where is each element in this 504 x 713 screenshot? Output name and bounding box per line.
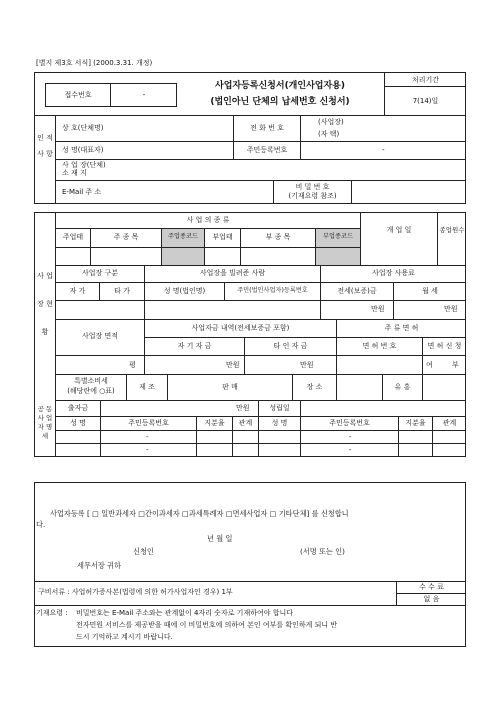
main-type-label: 주업태 (62, 233, 84, 241)
main-item-label: 주 종 목 (113, 233, 139, 241)
checkbox-simplified[interactable]: □ (138, 509, 145, 518)
required-docs: 구비서류 : 사업허가증사본(법령에 의한 허가사업자인 경우) 1부 (38, 588, 233, 596)
joint-name-header-1: 성 명 (70, 419, 86, 427)
checkbox-general[interactable]: □ (92, 509, 99, 518)
form-number: [별지 제3호 서식] (2000.3.31. 개정) (36, 59, 153, 67)
deposit-label: 전세(보증)금 (337, 287, 377, 295)
joint-rrn-dash-4: - (349, 446, 352, 454)
personal-side-label: 인 적 사 항 (37, 134, 53, 158)
joint-side-label: 공 동 사 업 자 명 세 (37, 405, 53, 440)
notes-label: 기재요령 : (36, 609, 68, 617)
business-side-label: 사 업 장 현 황 (37, 272, 53, 336)
sales-label: 판 매 (222, 383, 238, 391)
place-kind-label: 사업장 구분 (81, 269, 119, 277)
address-label-2: 소 재 지 (62, 169, 87, 177)
signature-label: (서명 또는 인) (300, 547, 345, 556)
fee-value: 없 음 (423, 595, 440, 603)
password-label: 비 밀 번 호 (295, 183, 330, 191)
license-no-label: 면 허 번 호 (362, 342, 397, 350)
license-yes: 여 (426, 361, 433, 369)
trade-name-label: 상 호(단체명) (62, 124, 104, 132)
monthly-rent-label: 월 세 (422, 287, 438, 295)
license-apply-label: 면 허 신 청 (427, 342, 462, 350)
capital-label: 출자금 (67, 404, 89, 412)
note-line-2: 전자민원 서비스를 제공받을 때에 이 비밀번호에 의하여 본인 여부를 확인하게 되니 반 (76, 621, 338, 629)
password-note: (기재요령 참조) (288, 192, 337, 200)
note-line-1: 비밀번호는 E-Mail 주소와는 관계없이 4자리 숫자로 기재하여야 합니다 (76, 609, 294, 617)
sub-code-label: 부업종코드 (323, 233, 353, 240)
form-title: 사업자등록신청서(개인사업자용) (215, 81, 345, 91)
business-type-header: 사 업 의 종 류 (186, 216, 230, 224)
rent-label: 사업장 사용료 (372, 269, 415, 277)
capital-unit: 만원 (236, 404, 250, 412)
lessor-id-label: 주민(법인사업자)등록번호 (237, 287, 308, 294)
joint-name-header-2: 성 명 (271, 419, 288, 427)
deposit-unit: 만원 (371, 305, 385, 313)
tax-office-label: 세무서장 귀하 (77, 561, 121, 570)
sub-type-label: 부업태 (212, 233, 233, 241)
entertainment-label: 유 흥 (394, 383, 411, 391)
application-statement: 사업자등록 [ □ 일반과세자 □간이과세자 □과세특례자 □면세사업자 □ 기타단체] 를 신청합니 (50, 509, 349, 518)
own-funds-label: 자 기 자 금 (177, 342, 212, 350)
joint-share-header-2: 지분율 (405, 419, 426, 427)
checkbox-special[interactable]: □ (182, 509, 189, 518)
note-line-3: 드시 기억하고 계시기 바랍니다. (76, 633, 173, 641)
area-unit: 평 (129, 361, 136, 369)
place-label: 장 소 (306, 383, 323, 391)
employees-label: 종업원수 (439, 226, 465, 234)
other-place-label: 타 가 (114, 287, 130, 295)
joint-rrn-dash-3: - (146, 446, 149, 454)
application-date: 년 월 일 (207, 534, 233, 543)
borrowed-funds-label: 타 인 자 금 (273, 342, 308, 350)
checkbox-other[interactable]: □ (269, 509, 277, 518)
period-label: 처리기간 (411, 76, 440, 84)
email-label: E-Mail 주 소 (62, 188, 102, 196)
period-value: 7(14)일 (412, 97, 439, 105)
own-place-label: 자 가 (69, 287, 86, 295)
area-label: 사업장 면적 (81, 332, 119, 340)
funds-label: 사업자금 내역(전세보증금 포함) (191, 324, 290, 332)
joint-share-header-1: 지분율 (204, 419, 225, 427)
open-date-label: 개 업 일 (386, 226, 412, 234)
fee-label: 수 수 료 (419, 583, 444, 591)
joint-rrn-dash-2: - (349, 433, 352, 441)
joint-relation-header-2: 관계 (442, 419, 457, 427)
phone-label: 전 화 번 호 (250, 124, 284, 132)
special-tax-note: (해당란에 ○표) (67, 387, 115, 395)
representative-name-label: 성 명(대표자) (62, 146, 104, 154)
license-no: 부 (452, 361, 459, 369)
rrn-label: 주민등록번호 (246, 146, 288, 154)
manufacture-label: 제 조 (139, 383, 155, 391)
joint-rrn-header-1: 주민등록번호 (128, 419, 169, 427)
phone-home-label: (자 택) (318, 130, 340, 138)
liquor-license-label: 주 류 면 허 (384, 324, 419, 332)
phone-biz-label: (사업장) (318, 118, 344, 126)
sub-item-label: 부 종 목 (265, 233, 291, 241)
form-subtitle: (법인아닌 단체의 납세번호 신청서) (210, 97, 350, 107)
application-statement-end: 다. (36, 520, 46, 529)
joint-rrn-dash-1: - (146, 433, 149, 441)
applicant-label: 신청인 (133, 547, 154, 556)
joint-relation-header-1: 관계 (238, 419, 253, 427)
receipt-label: 접수번호 (64, 91, 92, 99)
address-label-1: 사 업 장(단체) (62, 161, 106, 169)
main-code-label: 주업종코드 (168, 233, 198, 240)
rrn-value: - (382, 146, 385, 154)
special-tax-label: 특별소비세 (74, 377, 108, 385)
founded-label: 성립일 (269, 404, 290, 412)
receipt-value: - (142, 91, 146, 99)
own-funds-unit: 만원 (226, 361, 240, 369)
borrowed-funds-unit: 만원 (300, 361, 314, 369)
lessor-label: 사업장을 빌려준 사람 (199, 269, 266, 277)
monthly-unit: 만원 (444, 305, 458, 313)
lessor-name-label: 성 명(법인명) (163, 287, 206, 295)
checkbox-exempt[interactable]: □ (225, 509, 233, 518)
joint-rrn-header-2: 주민등록번호 (329, 419, 370, 427)
